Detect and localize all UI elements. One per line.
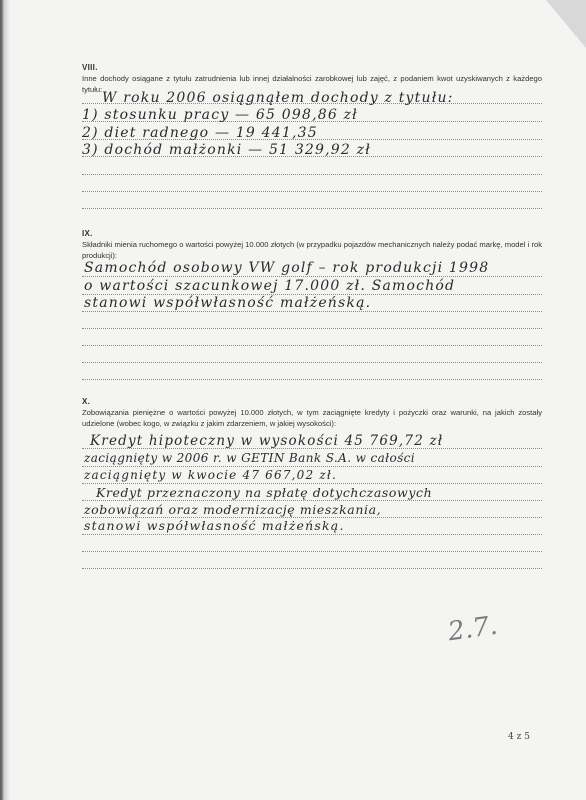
handwritten-line: 3) dochód małżonki — 51 329,92 zł xyxy=(82,142,371,158)
section-x xyxy=(82,397,542,429)
page-number: 4 z 5 xyxy=(508,732,530,742)
handwritten-line: zaciągnięty w kwocie 47 667,02 zł. xyxy=(84,468,337,482)
handwritten-line: 2) diet radnego — 19 441,35 xyxy=(82,125,318,141)
section-description: Inne dochody osiągane z tytułu zatrudnienia lub innej działalności zarobkowej lub zajęć, z podaniem kwot uzyskiwanych z każdego tytułu: xyxy=(82,74,542,94)
handwritten-line: Samochód osobowy VW golf – rok produkcji 1998 xyxy=(84,260,490,276)
dotted-line xyxy=(82,551,542,552)
dotted-line xyxy=(82,174,542,175)
dotted-line xyxy=(82,483,542,484)
folded-corner xyxy=(546,0,586,48)
dotted-line xyxy=(82,466,542,467)
dotted-line xyxy=(82,208,542,209)
handwritten-line: W roku 2006 osiągnąłem dochody z tytułu: xyxy=(102,90,454,106)
section-description: Składniki mienia ruchomego o wartości powyżej 10.000 złotych (w przypadku pojazdów mechanicznych należy podać markę, model i rok produkcji): xyxy=(82,240,542,260)
section-description: Zobowiązania pieniężne o wartości powyżej 10.000 złotych, w tym zaciągnięte kredyty i pożyczki oraz warunki, na jakich zostały udzielone (wobec kogo, w związku z jakim zdarzeniem, w jakiej wysokości): xyxy=(82,408,542,428)
handwritten-line: zaciągnięty w 2006 r. w GETIN Bank S.A. w całości xyxy=(84,451,416,465)
handwritten-line: stanowi współwłasność małżeńską. xyxy=(84,518,345,533)
dotted-line xyxy=(82,500,542,501)
handwritten-line: Kredyt przeznaczony na spłatę dotychczasowych xyxy=(96,485,433,500)
dotted-line xyxy=(82,362,542,363)
section-number: IX. xyxy=(82,229,93,238)
handwritten-line: 1) stosunku pracy — 65 098,86 zł xyxy=(82,107,358,123)
section-ix xyxy=(82,229,542,261)
dotted-line xyxy=(82,191,542,192)
handwritten-line: Kredyt hipoteczny w wysokości 45 769,72 zł xyxy=(90,433,444,449)
dotted-line xyxy=(82,379,542,380)
section-number: X. xyxy=(82,397,91,406)
dotted-line xyxy=(82,276,542,277)
handwritten-line: stanowi współwłasność małżeńską. xyxy=(84,295,372,311)
dotted-line xyxy=(82,534,542,535)
dotted-line xyxy=(82,328,542,329)
dotted-line xyxy=(82,345,542,346)
scan-page-edge xyxy=(0,0,10,800)
dotted-line xyxy=(82,311,542,312)
dotted-line xyxy=(82,568,542,569)
handwritten-line: o wartości szacunkowej 17.000 zł. Samochód xyxy=(84,278,456,294)
section-number: VIII. xyxy=(82,63,98,72)
handwritten-line: zobowiązań oraz modernizację mieszkania, xyxy=(84,502,382,517)
handwritten-signature: 2.7. xyxy=(446,610,500,648)
